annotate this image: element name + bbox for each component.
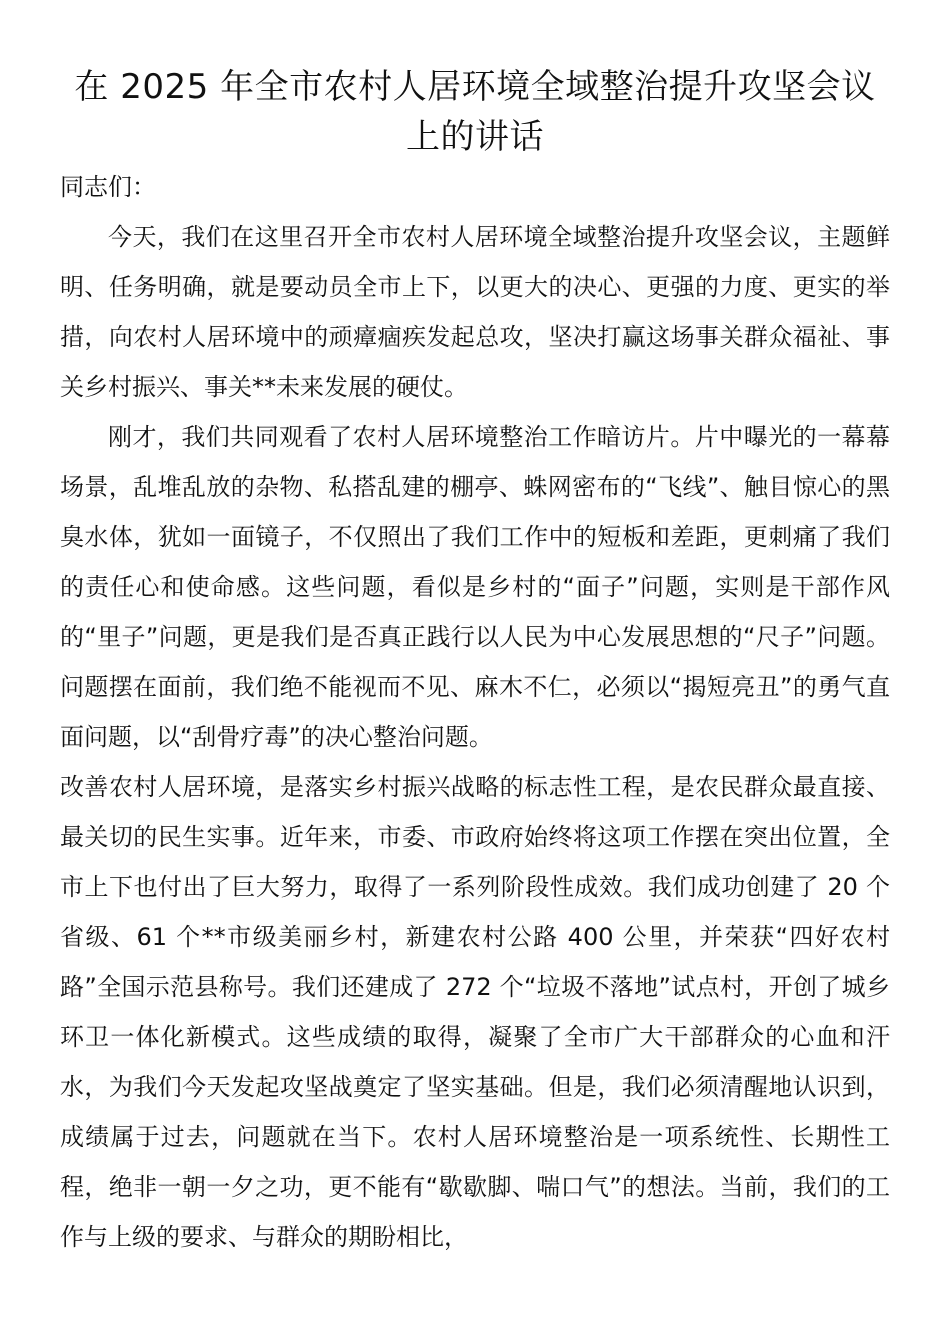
document-title: 在 2025 年全市农村人居环境全域整治提升攻坚会议上的讲话 (74, 67, 876, 157)
paragraph-3: 改善农村人居环境，是落实乡村振兴战略的标志性工程，是农民群众最直接、最关切的民生实事。近年来，市委、市政府始终将这项工作摆在突出位置，全市上下也付出了巨大努力，取得了一系列阶段性成效。我们成功创建了 20 个省级、61 个**市级美丽乡村，新建农村公路 400 公里，并荣获“四好农村路”全国示范县称号。我们还建成了 272 个“垃圾不落地”试点村，开创了城乡环卫一体化新模式。这些成绩的取得，凝聚了全市广大干部群众的心血和汗水，为我们今天发起攻坚战奠定了坚实基础。但是，我们必须清醒地认识到，成绩属于过去，问题就在当下。农村人居环境整治是一项系统性、长期性工程，绝非一朝一夕之功，更不能有“歇歇脚、喘口气”的想法。当前，我们的工作与上级的要求、与群众的期盼相比， (60, 773, 890, 1251)
paragraph-2: 刚才，我们共同观看了农村人居环境整治工作暗访片。片中曝光的一幕幕场景，乱堆乱放的杂物、私搭乱建的棚亭、蛛网密布的“飞线”、触目惊心的黑臭水体，犹如一面镜子，不仅照出了我们工作中的短板和差距，更刺痛了我们的责任心和使命感。这些问题，看似是乡村的“面子”问题，实则是干部作风的“里子”问题，更是我们是否真正践行以人民为中心发展思想的“尺子”问题。问题摆在面前，我们绝不能视而不见、麻木不仁，必须以“揭短亮丑”的勇气直面问题，以“刮骨疗毒”的决心整治问题。 (60, 423, 890, 751)
salutation: 同志们： (60, 173, 156, 201)
paragraph-1: 今天，我们在这里召开全市农村人居环境全域整治提升攻坚会议，主题鲜明、任务明确，就是要动员全市上下，以更大的决心、更强的力度、更实的举措，向农村人居环境中的顽瘴痼疾发起总攻，坚决打赢这场事关群众福祉、事关乡村振兴、事关**未来发展的硬仗。 (60, 223, 890, 401)
